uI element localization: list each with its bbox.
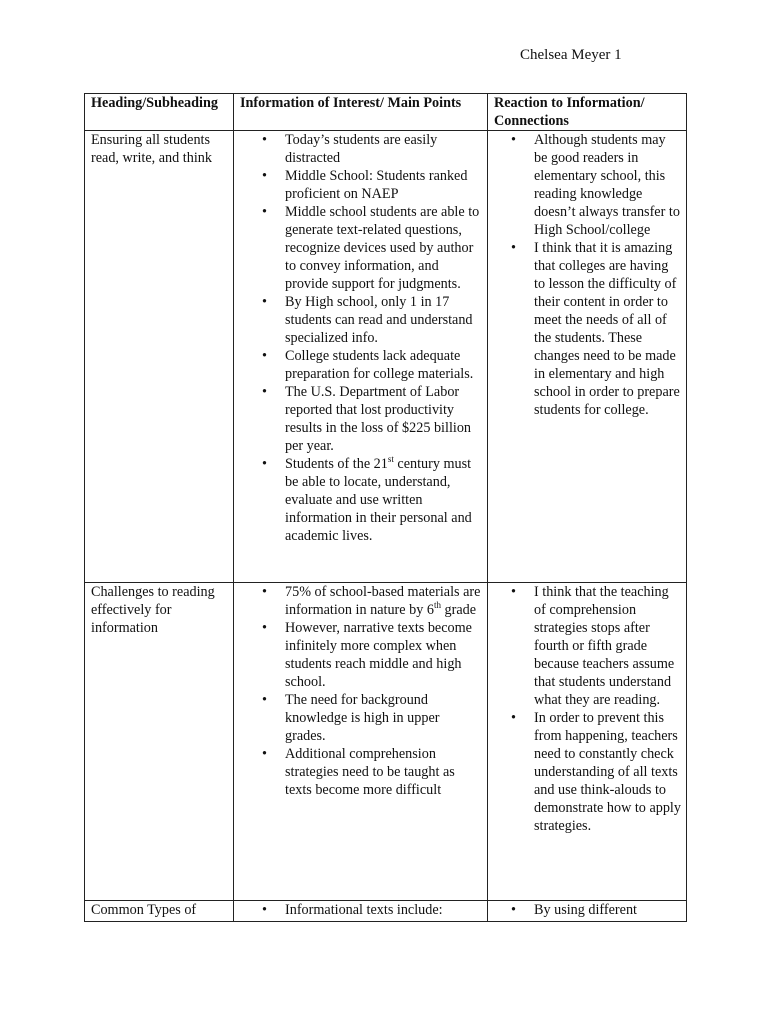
list-item: • The U.S. Department of Labor reported that lost productivity results in the loss of $225 billion per year. [240, 383, 483, 455]
list-item-text: 75% of school-based materials are information in nature by 6 [285, 584, 481, 618]
notes-table [84, 93, 687, 922]
list-item: • I think that the teaching of comprehension strategies stops after fourth or fifth grade because teachers assume that students understand what they are reading. [494, 583, 682, 709]
reaction-cell [488, 901, 687, 922]
list-item: • The need for background knowledge is high in upper grades. [240, 691, 483, 745]
list-item: • Today’s students are easily distracted [240, 131, 483, 167]
row-heading: Ensuring all students read, write, and think [85, 131, 234, 583]
main-points-cell [234, 901, 488, 922]
list-item: • Although students may be good readers in elementary school, this reading knowledge doesn’t always transfer to High School/college [494, 131, 682, 239]
table-row [85, 901, 687, 922]
list-item [240, 583, 483, 619]
row-heading: Challenges to reading effectively for information [85, 583, 234, 901]
reaction-cell [488, 583, 687, 901]
list-item: • Informational texts include: [240, 901, 483, 919]
list-item: • Middle school students are able to generate text-related questions, recognize devices used by author to convey information, and provide support for judgments. [240, 203, 483, 293]
list-item [240, 455, 483, 545]
column-header-heading: Heading/Subheading [85, 94, 234, 131]
main-points-list [240, 583, 483, 799]
list-item: • Additional comprehension strategies need to be taught as texts become more difficult [240, 745, 483, 799]
running-head: Chelsea Meyer 1 [520, 47, 622, 63]
table-header-row [85, 94, 687, 131]
list-item-text: Students of the 21 [285, 456, 388, 472]
list-item: • However, narrative texts become infinitely more complex when students reach middle and high school. [240, 619, 483, 691]
list-item: • In order to prevent this from happening, teachers need to constantly check understanding of all texts and use think-alouds to demonstrate how to apply strategies. [494, 709, 682, 835]
table-row [85, 583, 687, 901]
row-heading: Common Types of [85, 901, 234, 922]
list-item: • College students lack adequate preparation for college materials. [240, 347, 483, 383]
list-item-text: century must be able to locate, understand, evaluate and use written information in their personal and academic lives. [285, 456, 472, 544]
list-item: • I think that it is amazing that colleges are having to lesson the difficulty of their content in order to meet the needs of all of the students. These changes need to be made in elementary and high school in order to prepare students for college. [494, 239, 682, 419]
ordinal-superscript: th [433, 600, 441, 610]
list-item-text: grade [440, 602, 477, 618]
main-points-cell [234, 131, 488, 583]
column-header-main-points: Information of Interest/ Main Points [234, 94, 488, 131]
main-points-cell [234, 583, 488, 901]
list-item: • By using different [494, 901, 682, 919]
table-row [85, 131, 687, 583]
reaction-list [494, 131, 682, 419]
main-points-list [240, 901, 483, 919]
column-header-reaction: Reaction to Information/ Connections [488, 94, 687, 131]
ordinal-superscript: st [387, 454, 394, 464]
list-item: • Middle School: Students ranked proficient on NAEP [240, 167, 483, 203]
list-item: • By High school, only 1 in 17 students can read and understand specialized info. [240, 293, 483, 347]
reaction-list [494, 583, 682, 835]
reaction-list [494, 901, 682, 919]
main-points-list [240, 131, 483, 545]
reaction-cell [488, 131, 687, 583]
